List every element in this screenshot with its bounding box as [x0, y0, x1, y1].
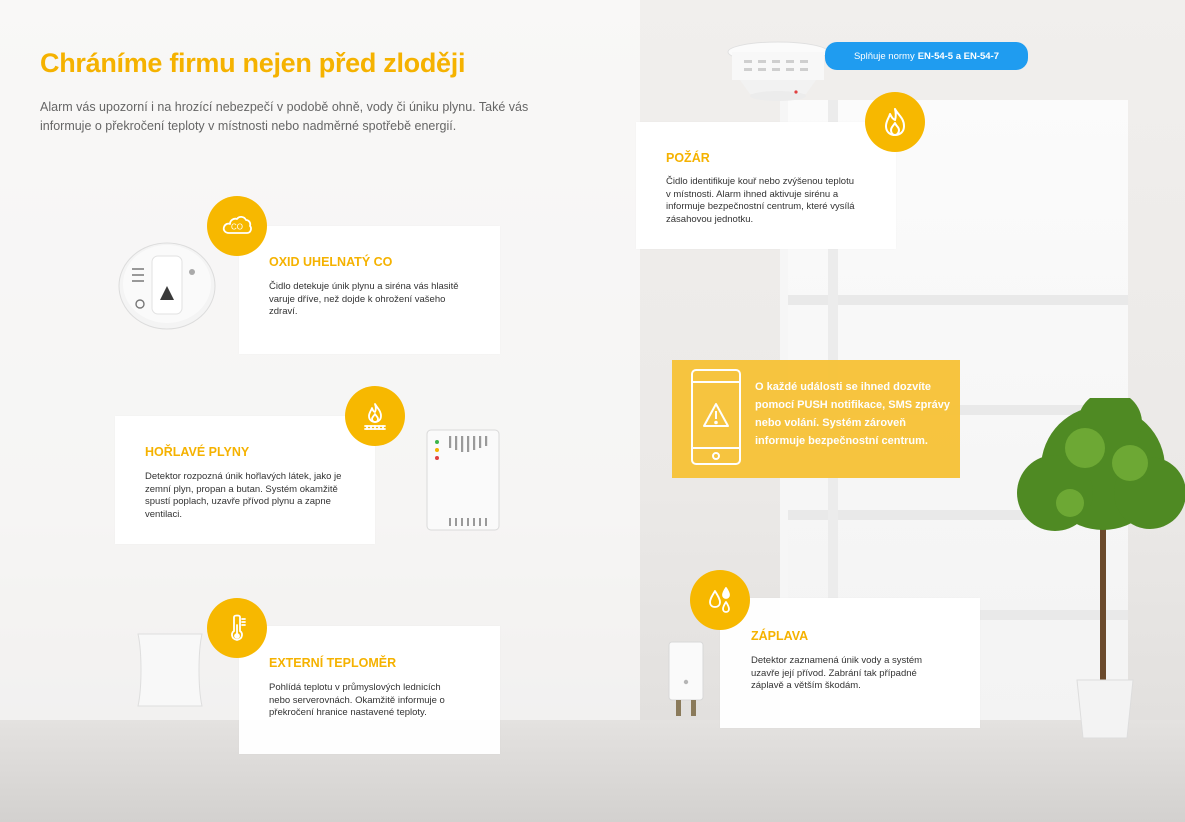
smoke-detector-image — [726, 40, 830, 106]
page-title: Chráníme firmu nejen před zloději — [40, 48, 466, 78]
card-co — [239, 226, 500, 354]
water-drops-icon — [690, 570, 750, 630]
norm-prefix: Splňuje normy — [853, 50, 915, 62]
phone-warning-icon — [690, 368, 742, 466]
push-notification-box — [672, 360, 960, 478]
gas-detector-image — [425, 428, 501, 532]
card-flood — [720, 598, 980, 728]
potted-plant-image — [1015, 398, 1185, 743]
card-thermometer — [239, 626, 500, 754]
co-icon-label: CO — [231, 222, 243, 232]
card-gas — [115, 416, 375, 544]
flame-icon — [865, 92, 925, 152]
card-fire-text: Čidlo identifikuje kouř nebo zvýšenou teplotu v místnosti. Alarm ihned aktivuje sirénu a informuje bezpečnostní centrum, které vysílá zásahovou jednotku. — [666, 176, 855, 225]
card-thermometer-title: EXTERNÍ TEPLOMĚR — [269, 656, 397, 670]
thermometer-icon — [207, 598, 267, 658]
card-thermometer-text: Pohlídá teplotu v průmyslových lednicích nebo serverovnách. Okamžitě informuje o překročení hranice nastavené teploty. — [269, 682, 445, 718]
co-detector-image — [116, 238, 218, 330]
card-co-text: Čidlo detekuje únik plynu a siréna vás hlasitě varuje dříve, než dojde k ohrožení vašeho zdraví. — [269, 281, 459, 317]
card-co-title: OXID UHELNATÝ CO — [269, 255, 393, 269]
external-thermometer-image — [134, 632, 206, 708]
card-fire — [636, 122, 896, 249]
norm-values: EN-54-5 a EN-54-7 — [917, 50, 1000, 62]
floor — [0, 720, 1185, 822]
push-notification-text: O každé události se ihned dozvíte pomocí PUSH notifikace, SMS zprávy nebo volání. Systém zároveň informuje bezpečnostní centrum. — [755, 381, 950, 447]
norm-compliance-badge — [825, 42, 1028, 70]
co-cloud-icon — [207, 196, 267, 256]
card-fire-title: POŽÁR — [666, 151, 710, 165]
flood-detector-image — [666, 640, 706, 720]
card-flood-text: Detektor zaznamená únik vody a systém uzavře její přívod. Zabrání tak případné záplavě a větším škodám. — [751, 655, 923, 691]
card-gas-text: Detektor rozpozná únik hořlavých látek, jako je zemní plyn, propan a butan. Systém okamžitě spustí poplach, uzavře přívod plynu a zapne ventilaci. — [145, 471, 342, 520]
card-flood-title: ZÁPLAVA — [751, 629, 809, 643]
intro-text: Alarm vás upozorní i na hrozící nebezpečí v podobě ohně, vody či úniku plynu. Také vás informuje o překročení teploty v místnosti nebo nadměrné spotřebě energií. — [40, 100, 529, 133]
card-gas-title: HOŘLAVÉ PLYNY — [145, 445, 250, 459]
gas-burner-icon — [345, 386, 405, 446]
